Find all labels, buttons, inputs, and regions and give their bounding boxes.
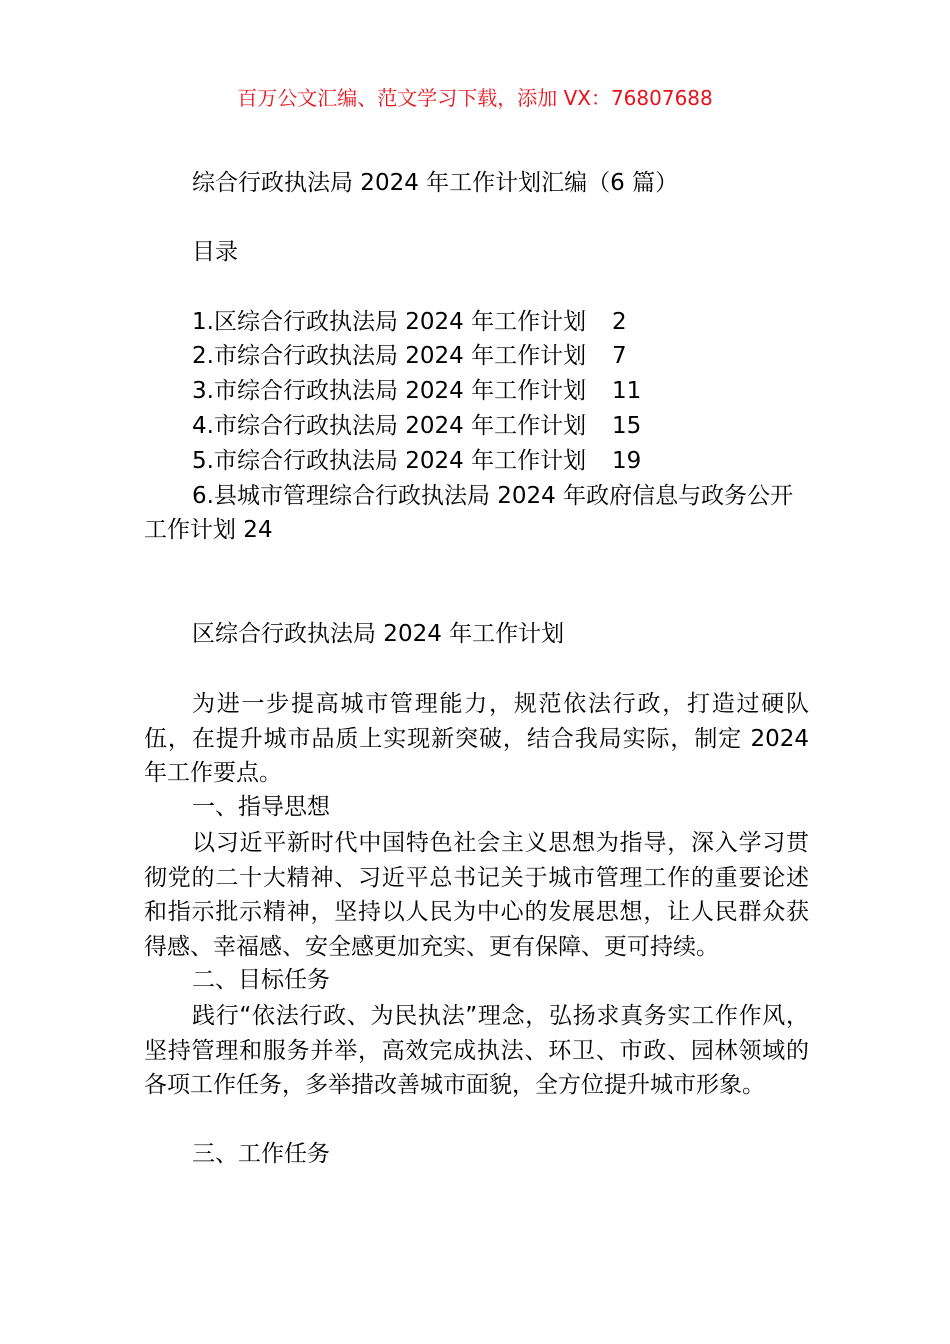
toc-item-page: 7 bbox=[612, 343, 627, 369]
heading-guiding-thought: 一、指导思想 bbox=[192, 794, 330, 820]
heading-tasks: 三、工作任务 bbox=[192, 1141, 330, 1167]
toc-heading: 目录 bbox=[192, 239, 238, 265]
toc-item-title: 2.市综合行政执法局 2024 年工作计划 bbox=[192, 343, 587, 369]
toc-item-title-continued: 工作计划 24 bbox=[144, 517, 273, 543]
toc-item-title: 4.市综合行政执法局 2024 年工作计划 bbox=[192, 413, 587, 439]
goals-paragraph: 践行“依法行政、为民执法”理念，弘扬求真务实工作作风，坚持管理和服务并举，高效完成执法、环卫、市政、园林领域的各项工作任务，多举措改善城市面貌，全方位提升城市形象。 bbox=[144, 1003, 809, 1099]
section-title: 区综合行政执法局 2024 年工作计划 bbox=[192, 621, 565, 647]
toc-item-page: 19 bbox=[612, 448, 642, 474]
toc-item-page: 11 bbox=[612, 378, 642, 404]
toc-item-title: 6.县城市管理综合行政执法局 2024 年政府信息与政务公开 bbox=[192, 483, 794, 509]
heading-goals: 二、目标任务 bbox=[192, 967, 330, 993]
guiding-thought-paragraph: 以习近平新时代中国特色社会主义思想为指导，深入学习贯彻党的二十大精神、习近平总书记关于城市管理工作的重要论述和指示批示精神，坚持以人民为中心的发展思想，让人民群众获得感、幸福感、安全感更加充实、更有保障、更可持续。 bbox=[144, 830, 809, 960]
toc-item-page: 2 bbox=[612, 309, 627, 335]
toc-item-page: 15 bbox=[612, 413, 642, 439]
document-title: 综合行政执法局 2024 年工作计划汇编（6 篇） bbox=[192, 170, 679, 196]
toc-item-title: 5.市综合行政执法局 2024 年工作计划 bbox=[192, 448, 587, 474]
intro-paragraph: 为进一步提高城市管理能力，规范依法行政，打造过硬队伍，在提升城市品质上实现新突破，结合我局实际，制定 2024 年工作要点。 bbox=[144, 691, 809, 787]
promo-banner: 百万公文汇编、范文学习下载，添加 VX：76807688 bbox=[237, 86, 713, 110]
toc-item-title: 3.市综合行政执法局 2024 年工作计划 bbox=[192, 378, 587, 404]
toc-item-title: 1.区综合行政执法局 2024 年工作计划 bbox=[192, 309, 587, 335]
